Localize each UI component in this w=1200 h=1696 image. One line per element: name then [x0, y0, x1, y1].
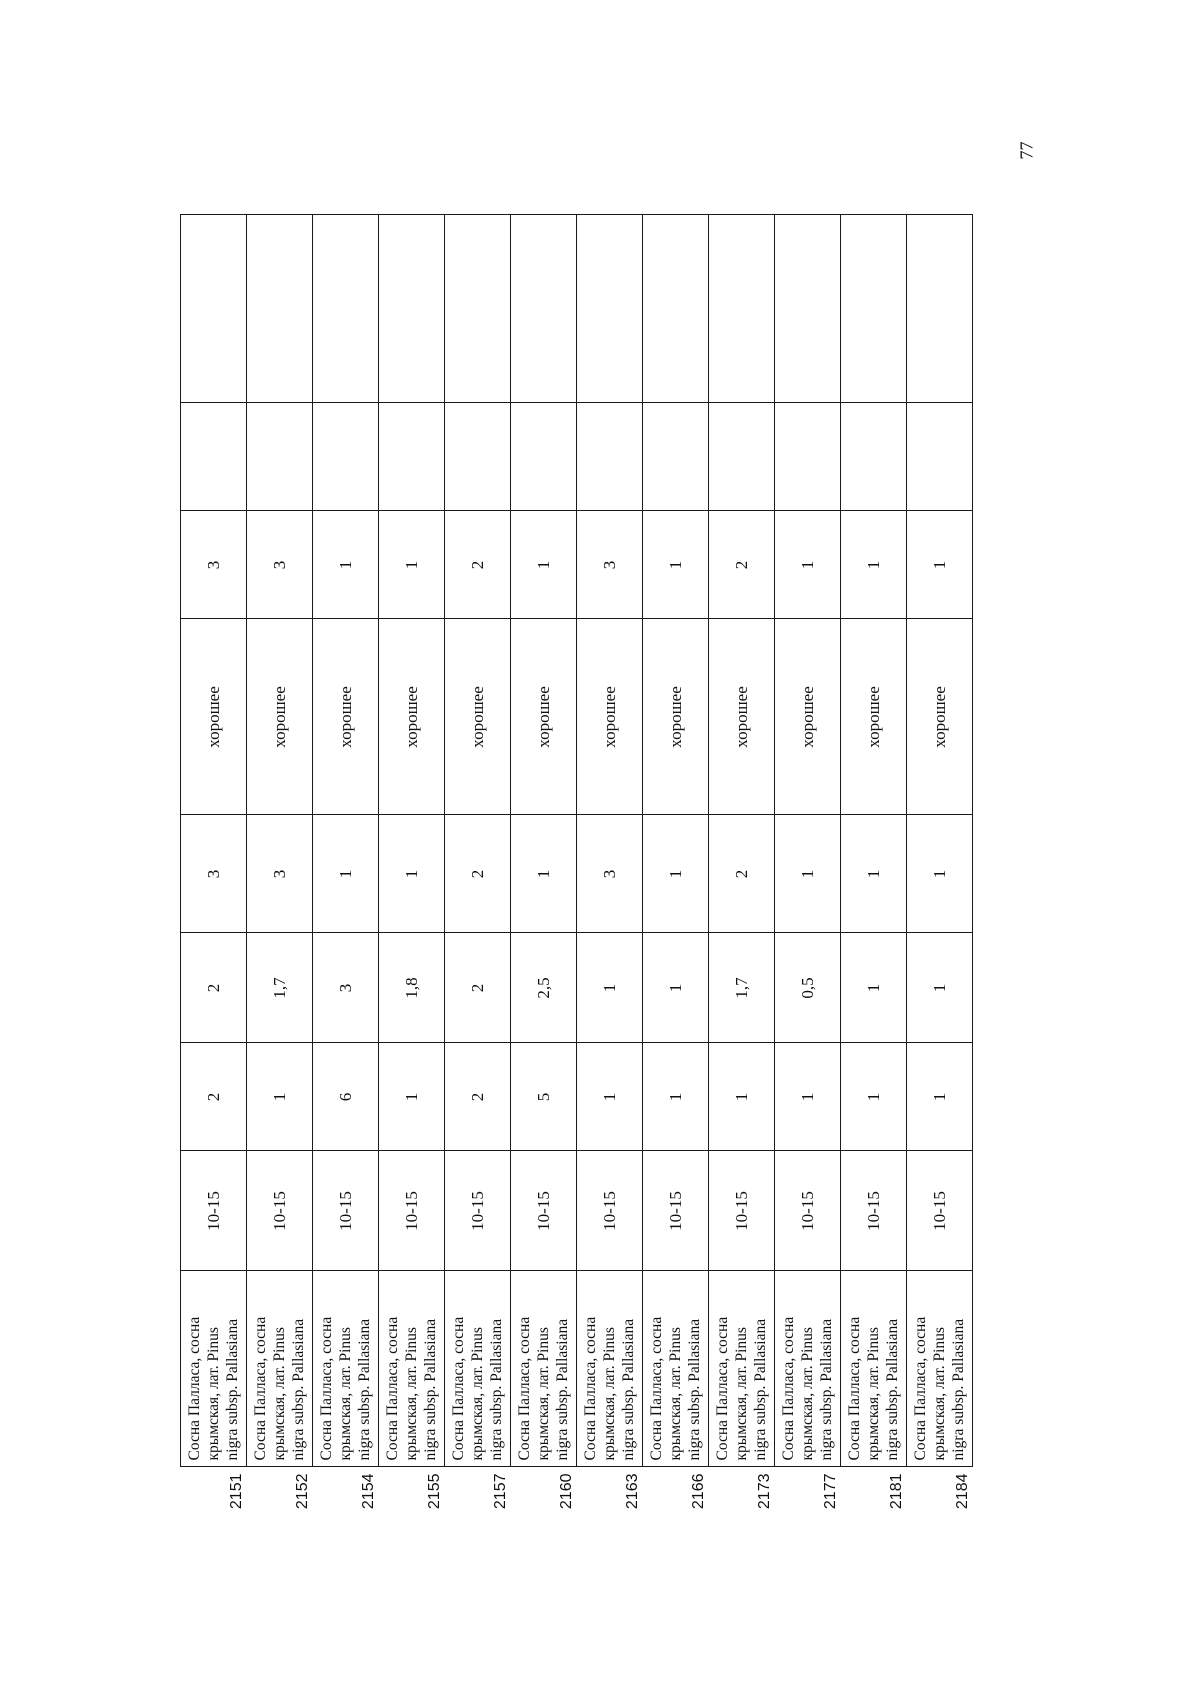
cell-c5	[775, 403, 841, 511]
cell-condition: хорошее	[379, 619, 445, 815]
species-name-line: Сосна Палласа, сосна	[318, 1316, 335, 1461]
cell-c4: 1	[907, 511, 973, 619]
species-name-line: nigra subsp. Pallasiana	[884, 1318, 901, 1461]
cell-c4: 3	[181, 511, 247, 619]
species-name-line: крымская, лат. Pinus	[535, 1327, 552, 1461]
table-row	[313, 215, 379, 1525]
row-number: 2184	[907, 1467, 973, 1525]
cell-c6	[643, 215, 709, 403]
cell-c2: 3	[313, 933, 379, 1043]
table-row	[511, 215, 577, 1525]
cell-c6	[577, 215, 643, 403]
table-row	[577, 215, 643, 1525]
cell-c3: 1	[841, 815, 907, 933]
cell-c2: 0,5	[775, 933, 841, 1043]
table-row	[841, 215, 907, 1525]
cell-c3: 3	[247, 815, 313, 933]
cell-c5	[643, 403, 709, 511]
species-name-line: крымская, лат. Pinus	[403, 1327, 420, 1461]
cell-c1: 1	[247, 1043, 313, 1151]
cell-age: 10-15	[445, 1151, 511, 1271]
cell-c6	[247, 215, 313, 403]
cell-condition: хорошее	[907, 619, 973, 815]
cell-c4: 1	[313, 511, 379, 619]
table-row	[445, 215, 511, 1525]
cell-condition: хорошее	[247, 619, 313, 815]
species-name-line: Сосна Палласа, сосна	[252, 1316, 269, 1461]
cell-c1: 1	[709, 1043, 775, 1151]
cell-c3: 2	[709, 815, 775, 933]
cell-c2: 1,7	[709, 933, 775, 1043]
species-name-line: nigra subsp. Pallasiana	[356, 1318, 373, 1461]
cell-c6	[841, 215, 907, 403]
species-name-cell	[907, 1271, 973, 1467]
row-number: 2155	[379, 1467, 445, 1525]
species-name-line: Сосна Палласа, сосна	[384, 1316, 401, 1461]
species-name-cell	[643, 1271, 709, 1467]
cell-c1: 1	[907, 1043, 973, 1151]
table-row	[643, 215, 709, 1525]
cell-c2: 2	[445, 933, 511, 1043]
cell-c5	[313, 403, 379, 511]
species-name-line: Сосна Палласа, сосна	[186, 1316, 203, 1461]
cell-c5	[445, 403, 511, 511]
cell-c5	[511, 403, 577, 511]
cell-c5	[247, 403, 313, 511]
cell-c1: 1	[643, 1043, 709, 1151]
table-body	[181, 215, 973, 1525]
cell-condition: хорошее	[511, 619, 577, 815]
cell-age: 10-15	[181, 1151, 247, 1271]
row-number: 2163	[577, 1467, 643, 1525]
cell-age: 10-15	[643, 1151, 709, 1271]
species-name-line: nigra subsp. Pallasiana	[488, 1318, 505, 1461]
rotated-table-container	[180, 215, 1000, 1525]
cell-age: 10-15	[907, 1151, 973, 1271]
cell-c4: 3	[247, 511, 313, 619]
species-name-cell	[313, 1271, 379, 1467]
cell-c2: 1	[907, 933, 973, 1043]
species-name-line: Сосна Палласа, сосна	[714, 1316, 731, 1461]
species-name-cell	[775, 1271, 841, 1467]
cell-age: 10-15	[379, 1151, 445, 1271]
cell-c4: 2	[709, 511, 775, 619]
cell-age: 10-15	[775, 1151, 841, 1271]
species-name-line: крымская, лат. Pinus	[469, 1327, 486, 1461]
cell-c2: 1,7	[247, 933, 313, 1043]
species-name-line: Сосна Палласа, сосна	[846, 1316, 863, 1461]
species-name-line: Сосна Палласа, сосна	[516, 1316, 533, 1461]
cell-age: 10-15	[577, 1151, 643, 1271]
species-name-line: Сосна Палласа, сосна	[780, 1316, 797, 1461]
cell-c3: 1	[511, 815, 577, 933]
species-name-line: nigra subsp. Pallasiana	[290, 1318, 307, 1461]
cell-c1: 1	[775, 1043, 841, 1151]
cell-c1: 1	[577, 1043, 643, 1151]
cell-c6	[775, 215, 841, 403]
cell-c6	[181, 215, 247, 403]
cell-c1: 2	[181, 1043, 247, 1151]
table-row	[907, 215, 973, 1525]
cell-c6	[907, 215, 973, 403]
cell-c2: 1	[841, 933, 907, 1043]
row-number: 2152	[247, 1467, 313, 1525]
species-name-line: Сосна Палласа, сосна	[450, 1316, 467, 1461]
cell-c4: 1	[379, 511, 445, 619]
cell-condition: хорошее	[841, 619, 907, 815]
species-name-line: Сосна Палласа, сосна	[912, 1316, 929, 1461]
species-name-line: крымская, лат. Pinus	[667, 1327, 684, 1461]
species-name-cell	[445, 1271, 511, 1467]
species-name-line: Сосна Палласа, сосна	[582, 1316, 599, 1461]
species-name-line: nigra subsp. Pallasiana	[224, 1318, 241, 1461]
species-name-line: крымская, лат. Pinus	[601, 1327, 618, 1461]
row-number: 2157	[445, 1467, 511, 1525]
row-number: 2181	[841, 1467, 907, 1525]
species-name-line: крымская, лат. Pinus	[205, 1327, 222, 1461]
cell-c6	[313, 215, 379, 403]
species-name-line: крымская, лат. Pinus	[337, 1327, 354, 1461]
tree-inventory-table	[180, 215, 973, 1526]
species-name-cell	[841, 1271, 907, 1467]
cell-c2: 2	[181, 933, 247, 1043]
cell-c5	[577, 403, 643, 511]
species-name-cell	[511, 1271, 577, 1467]
cell-c4: 3	[577, 511, 643, 619]
row-number: 2160	[511, 1467, 577, 1525]
cell-c5	[379, 403, 445, 511]
cell-c4: 1	[775, 511, 841, 619]
cell-age: 10-15	[313, 1151, 379, 1271]
species-name-line: Сосна Палласа, сосна	[648, 1316, 665, 1461]
cell-c2: 2,5	[511, 933, 577, 1043]
species-name-line: nigra subsp. Pallasiana	[818, 1318, 835, 1461]
cell-c3: 3	[181, 815, 247, 933]
cell-c3: 1	[907, 815, 973, 933]
cell-c1: 2	[445, 1043, 511, 1151]
species-name-line: nigra subsp. Pallasiana	[620, 1318, 637, 1461]
cell-c3: 1	[313, 815, 379, 933]
cell-c4: 1	[841, 511, 907, 619]
cell-c1: 6	[313, 1043, 379, 1151]
species-name-line: nigra subsp. Pallasiana	[554, 1318, 571, 1461]
species-name-line: nigra subsp. Pallasiana	[950, 1318, 967, 1461]
table-row	[379, 215, 445, 1525]
row-number: 2173	[709, 1467, 775, 1525]
cell-c4: 2	[445, 511, 511, 619]
cell-c6	[709, 215, 775, 403]
species-name-line: крымская, лат. Pinus	[733, 1327, 750, 1461]
species-name-line: крымская, лат. Pinus	[799, 1327, 816, 1461]
cell-condition: хорошее	[445, 619, 511, 815]
cell-c5	[907, 403, 973, 511]
page-number: 77	[1016, 141, 1037, 160]
cell-condition: хорошее	[643, 619, 709, 815]
cell-c6	[511, 215, 577, 403]
species-name-line: крымская, лат. Pinus	[271, 1327, 288, 1461]
cell-c3: 2	[445, 815, 511, 933]
cell-age: 10-15	[247, 1151, 313, 1271]
species-name-cell	[577, 1271, 643, 1467]
cell-c2: 1	[577, 933, 643, 1043]
species-name-line: крымская, лат. Pinus	[931, 1327, 948, 1461]
cell-condition: хорошее	[181, 619, 247, 815]
table-row	[709, 215, 775, 1525]
cell-c4: 1	[643, 511, 709, 619]
table-row	[247, 215, 313, 1525]
cell-c5	[709, 403, 775, 511]
species-name-cell	[247, 1271, 313, 1467]
cell-age: 10-15	[511, 1151, 577, 1271]
species-name-cell	[181, 1271, 247, 1467]
cell-c3: 1	[643, 815, 709, 933]
cell-c5	[181, 403, 247, 511]
cell-c4: 1	[511, 511, 577, 619]
cell-c2: 1,8	[379, 933, 445, 1043]
cell-c1: 1	[841, 1043, 907, 1151]
cell-c3: 3	[577, 815, 643, 933]
cell-c6	[379, 215, 445, 403]
species-name-cell	[379, 1271, 445, 1467]
cell-c3: 1	[379, 815, 445, 933]
species-name-cell	[709, 1271, 775, 1467]
cell-age: 10-15	[841, 1151, 907, 1271]
table-row	[181, 215, 247, 1525]
species-name-line: nigra subsp. Pallasiana	[686, 1318, 703, 1461]
cell-condition: хорошее	[775, 619, 841, 815]
cell-c2: 1	[643, 933, 709, 1043]
species-name-line: nigra subsp. Pallasiana	[752, 1318, 769, 1461]
cell-age: 10-15	[709, 1151, 775, 1271]
row-number: 2154	[313, 1467, 379, 1525]
cell-condition: хорошее	[577, 619, 643, 815]
cell-c3: 1	[775, 815, 841, 933]
row-number: 2166	[643, 1467, 709, 1525]
row-number: 2151	[181, 1467, 247, 1525]
cell-c6	[445, 215, 511, 403]
cell-c1: 1	[379, 1043, 445, 1151]
cell-condition: хорошее	[709, 619, 775, 815]
row-number: 2177	[775, 1467, 841, 1525]
cell-c1: 5	[511, 1043, 577, 1151]
species-name-line: nigra subsp. Pallasiana	[422, 1318, 439, 1461]
cell-condition: хорошее	[313, 619, 379, 815]
cell-c5	[841, 403, 907, 511]
species-name-line: крымская, лат. Pinus	[865, 1327, 882, 1461]
table-row	[775, 215, 841, 1525]
